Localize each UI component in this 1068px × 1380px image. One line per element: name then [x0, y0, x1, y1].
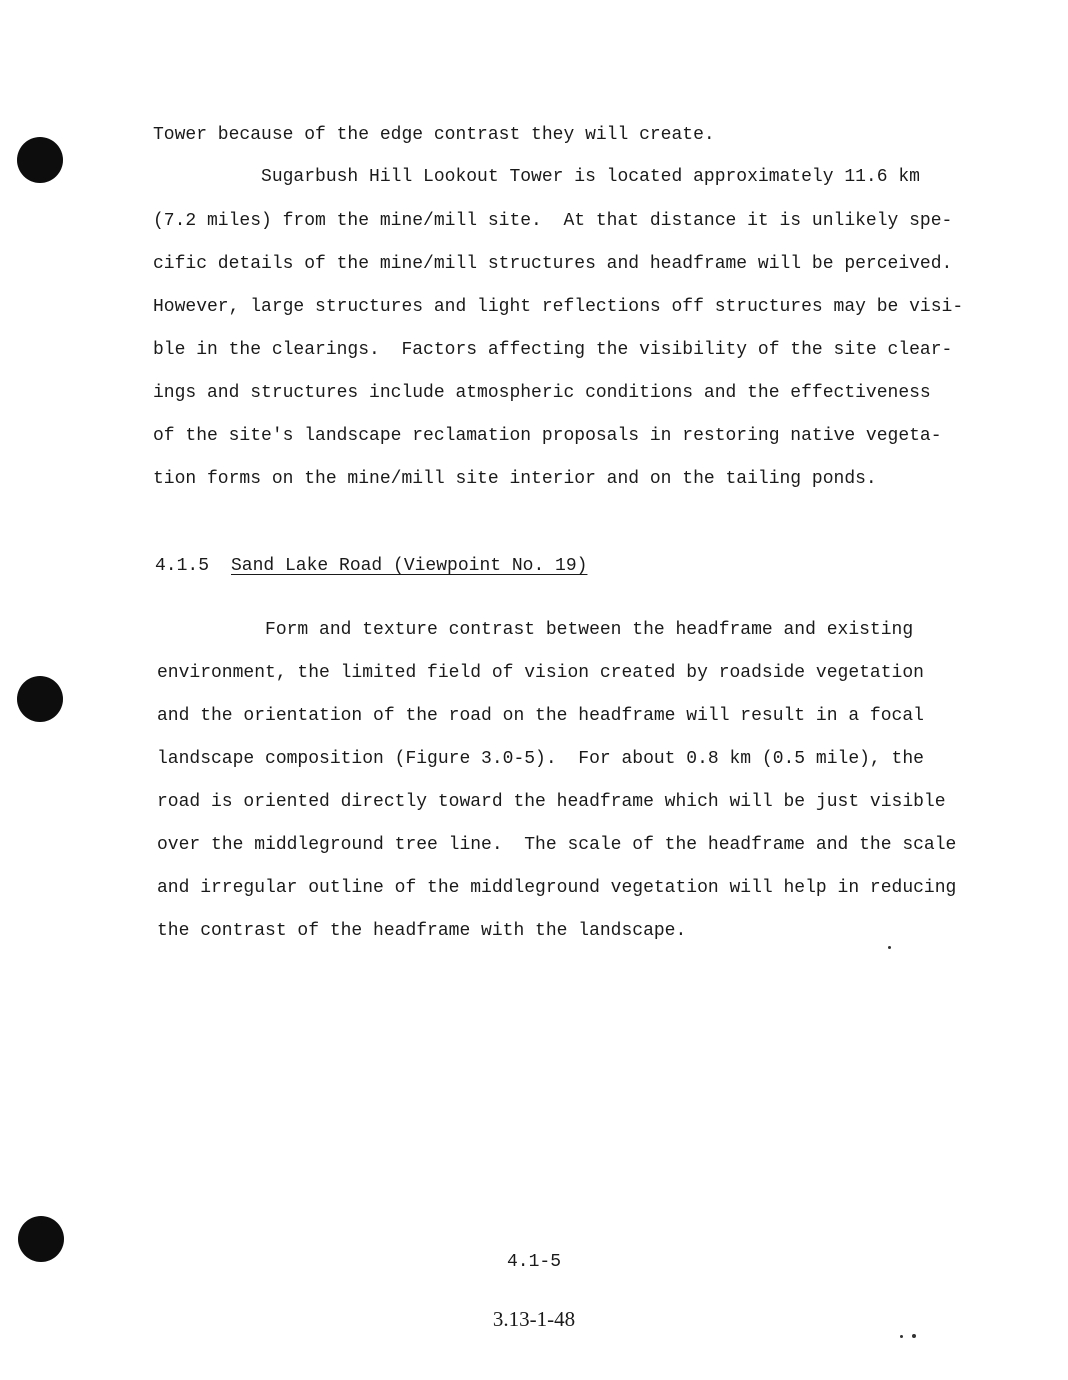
section-number: 4.1.5	[155, 556, 210, 576]
text-line: and irregular outline of the middleground vegetation will help in reducing	[157, 878, 957, 898]
text-line: (7.2 miles) from the mine/mill site. At that distance it is unlikely spe-	[153, 211, 953, 231]
text-line: and the orientation of the road on the headframe will result in a focal	[157, 706, 924, 726]
text-line: Sugarbush Hill Lookout Tower is located approximately 11.6 km	[153, 167, 920, 187]
punch-hole-middle	[17, 676, 63, 722]
page-number: 4.1-5	[506, 1252, 561, 1272]
punch-hole-bottom	[18, 1216, 64, 1262]
punch-hole-top	[17, 137, 63, 183]
text-line: ings and structures include atmospheric conditions and the effectiveness	[153, 383, 931, 403]
text-line: Tower because of the edge contrast they will create.	[153, 125, 715, 145]
text-line: ble in the clearings. Factors affecting the visibility of the site clear-	[153, 340, 953, 360]
text-line: cific details of the mine/mill structures and headframe will be perceived.	[153, 254, 953, 274]
scan-speck	[900, 1335, 903, 1338]
text-line: over the middleground tree line. The scale of the headframe and the scale	[157, 835, 957, 855]
text-line: landscape composition (Figure 3.0-5). For about 0.8 km (0.5 mile), the	[157, 749, 924, 769]
text-line: road is oriented directly toward the headframe which will be just visible	[157, 792, 946, 812]
text-line: of the site's landscape reclamation proposals in restoring native vegeta-	[153, 426, 942, 446]
text-line: Form and texture contrast between the headframe and existing	[157, 620, 914, 640]
scan-speck	[912, 1334, 916, 1338]
text-line: tion forms on the mine/mill site interior and on the tailing ponds.	[153, 469, 877, 489]
text-line: the contrast of the headframe with the landscape.	[157, 921, 687, 941]
text-line: However, large structures and light reflections off structures may be visi-	[153, 297, 964, 317]
text-line: environment, the limited field of vision created by roadside vegetation	[157, 663, 924, 683]
section-title: Sand Lake Road (Viewpoint No. 19)	[231, 556, 588, 576]
scan-speck	[888, 946, 891, 949]
document-number: 3.13-1-48	[492, 1307, 576, 1331]
